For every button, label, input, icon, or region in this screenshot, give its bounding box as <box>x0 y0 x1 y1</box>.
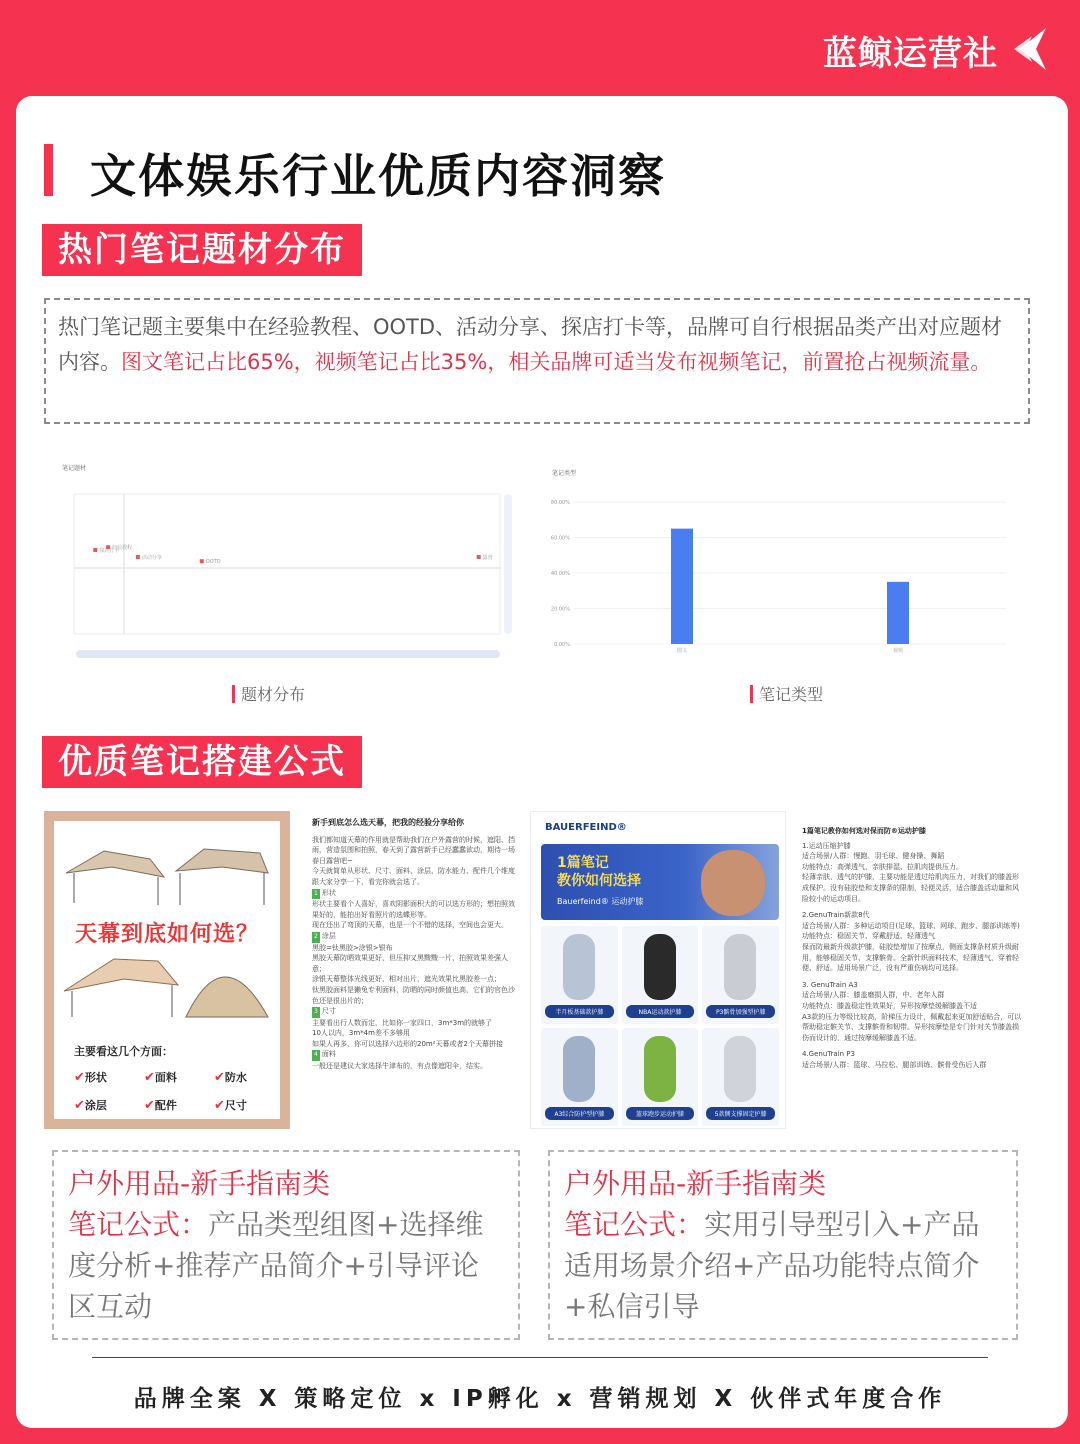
formula-body: 笔记公式：产品类型组图+选择维度分析+推荐产品简介+引导评论区互动 <box>68 1208 484 1323</box>
check-item: ✔ 配件 <box>144 1097 214 1113</box>
title-accent-bar <box>44 144 53 196</box>
guide-line: 保而防最新升级款护膝，硅胶垫增加了按摩点，侧面支撑条材质升级耐用，能够稳固关节、支撑髌骨。全新针织面料技术，轻薄透气，穿着轻便、舒适。适用场景广泛，没有严重伤病均可选择。 <box>802 942 1019 973</box>
note-heading: 1 形状 <box>312 888 518 900</box>
note-heading: 2 涂层 <box>312 931 518 943</box>
tent-check-list <box>74 1069 284 1113</box>
note-heading: 3 尺寸 <box>312 1006 518 1018</box>
note-line: 形状主要看个人喜好，喜欢阴影面积大的可以选方形的；想拍照效果好的，能拍出好看照片的选蝶形等。 <box>312 900 515 919</box>
product-card: 5款侧支撑固定护膝 <box>702 1028 779 1126</box>
banner-title: 1篇笔记 教你如何选择 <box>557 855 641 889</box>
bar-tick-label: 0.00% <box>554 642 570 648</box>
product-card: 半月板基础款护膝 <box>541 926 618 1024</box>
scatter-caption <box>232 682 305 705</box>
scatter-point-label: 经验教程 <box>112 545 133 552</box>
guide-line: 功能特点：稳固关节、穿戴舒适、轻薄透气 <box>802 932 935 941</box>
bar-mark[interactable] <box>671 529 693 644</box>
tent-note-text <box>312 818 518 1072</box>
check-item: ✔ 面料 <box>144 1069 214 1085</box>
check-item: ✔ 防水 <box>214 1069 284 1085</box>
knee-brace-icon <box>644 934 676 1000</box>
bar-category-label: 视频 <box>892 648 904 654</box>
tent-guide-image <box>44 811 290 1129</box>
note-line: 主要看出行人数而定，比如你一家四口，3m*3m的就够了 <box>312 1018 493 1027</box>
number-badge-icon: 1 <box>312 889 320 900</box>
knee-brace-icon <box>563 934 595 1000</box>
bar-tick-label: 80.00% <box>550 500 570 506</box>
knee-brace-icon <box>724 1036 756 1102</box>
scatter-points-group <box>93 544 492 565</box>
scatter-caption-text: 题材分布 <box>241 685 306 704</box>
bar-tick-label: 40.00% <box>550 571 570 577</box>
guide-line: 适合场景/人群：膝盖磨损人群，中、老年人群 <box>802 991 945 1000</box>
tent-note-title: 新手到底怎么选天幕，把我的经验分享给你 <box>312 818 464 827</box>
guide-line: 适合场景/人群：慢跑、羽毛球、健身操、舞蹈 <box>802 852 945 861</box>
guide-line: 4.GenuTrain P3 <box>802 1050 855 1059</box>
knee-banner <box>541 844 779 920</box>
product-card: NBA运动款护膝 <box>622 926 699 1024</box>
section-heading-topics: 热门笔记题材分布 <box>42 224 362 276</box>
note-line: 一般还是建议大家选择牛津布的，有点像遮阳伞，结实。 <box>312 1062 487 1071</box>
footer-divider <box>92 1357 988 1358</box>
bar-marks-group <box>671 529 909 654</box>
check-item: ✔ 涂层 <box>74 1097 144 1113</box>
note-line: 如果人再多，你可以选择六边形的20m²天幕或者2个天幕拼接 <box>312 1039 503 1048</box>
scatter-svg <box>56 458 520 668</box>
note-line: 涂银天幕整体光线更好，相对出片，遮光效果比黑胶差一点； <box>312 975 501 984</box>
knee-brace-icon <box>644 1036 676 1102</box>
scatter-title: 笔记题材 <box>62 465 87 472</box>
tent-image-subtitle: 主要看这几个方面： <box>74 1045 173 1058</box>
guide-line: 功能特点：膝盖稳定性效果好，异形按摩垫缓解膝盖不适 <box>802 1001 977 1010</box>
guide-line: 功能特点：高弹透气、亲肤排湿、拉肌肉提供压力。 <box>802 862 963 871</box>
bauerfeind-logo: BAUERFEIND® <box>545 822 627 833</box>
bar-chart-title: 笔记类型 <box>552 470 577 477</box>
formula-box-knee <box>548 1150 1018 1340</box>
topic-scatter-chart <box>56 458 520 668</box>
whale-logo-icon <box>1006 24 1050 74</box>
brand-name: 蓝鲸运营社 <box>823 34 998 74</box>
note-line: 10人以内，3m*4m差不多够用 <box>312 1029 410 1038</box>
caption-bar <box>750 685 753 703</box>
number-badge-icon: 4 <box>312 1050 320 1061</box>
description-highlight: 图文笔记占比65%，视频笔记占比35%，相关品牌可适当发布视频笔记，前置抢占视频流量。 <box>121 350 992 374</box>
note-type-bar-chart <box>546 462 1014 658</box>
number-badge-icon: 2 <box>312 932 320 943</box>
knee-brace-image <box>530 811 786 1129</box>
formula-title: 户外用品-新手指南类 <box>564 1167 827 1200</box>
note-line: 钛黑胶面料是獭兔专利面料，防晒的同时颜值也高，它们的官色沙色还是很出片的； <box>312 985 515 1005</box>
scatter-point[interactable] <box>200 559 204 563</box>
formula-box-tent <box>52 1150 520 1340</box>
scatter-plot-area <box>74 494 500 634</box>
guide-line: 3. GenuTrain A3 <box>802 980 858 989</box>
guide-line: 2.GenuTrain新款8代 <box>802 911 870 920</box>
page-title: 文体娱乐行业优质内容洞察 <box>90 149 666 203</box>
scatter-scrollbar-vertical[interactable] <box>504 494 512 634</box>
footer-services: 品牌全案 X 策略定位 x IP孵化 x 营销规划 X 伙伴式年度合作 <box>133 1386 947 1412</box>
tent-image-inner <box>54 821 280 1119</box>
guide-line: A3款的压力等级比较高，阶梯压力设计，佩戴起来更加舒适贴合，可以帮助稳定髌关节、支撑髌骨和韧带。异形按摩垫是专门针对关节膝盖损伤而设计的，通过按摩缓解膝盖不适。 <box>802 1012 1022 1042</box>
tent-image-title: 天幕到底如何选？ <box>74 922 259 947</box>
bar-grid-group <box>551 500 1006 648</box>
note-line: 我们都知道天幕的作用就是帮助我们在户外露营的时候，遮阳、挡雨，营造氛围和拍照，春天到了露营新手已经蠢蠢欲动，期待一场春日露营吧~ <box>312 835 515 865</box>
section-heading-formula: 优质笔记搭建公式 <box>42 736 362 788</box>
note-line: 黑胶=钛黑胶>涂银>银布 <box>312 943 393 952</box>
scatter-point[interactable] <box>93 548 97 552</box>
formula-title: 户外用品-新手指南类 <box>68 1167 331 1200</box>
check-item: ✔ 尺寸 <box>214 1097 284 1113</box>
note-heading: 4 面料 <box>312 1049 518 1061</box>
note-line: 现在还出了弯顶的天幕，也是一个不错的选择，空间也会更大。 <box>312 921 508 930</box>
caption-bar <box>232 685 235 703</box>
guide-line: 适合场景/人群：多种运动项目(足球、篮球、网球、跑步、腿部训练等) <box>802 921 1020 930</box>
product-card: P3髌骨加强型护膝 <box>702 926 779 1024</box>
guide-line: 1.运动压缩护膝 <box>802 841 851 850</box>
scatter-point[interactable] <box>136 555 140 559</box>
formula-body: 笔记公式：实用引导型引入+产品适用场景介绍+产品功能特点简介+私信引导 <box>564 1208 980 1323</box>
note-line: 今天就简单从形状、尺寸、面料、涂层、防水能力、配件几个维度跟大家分享一下，看完你就会选了。 <box>312 867 515 886</box>
knee-brace-icon <box>724 934 756 1000</box>
guide-line: 适合场景/人群：篮球、马拉松、腿部训练、髌骨受伤后人群 <box>802 1060 987 1069</box>
bar-svg <box>546 462 1014 658</box>
knee-guide-text <box>802 826 1022 1070</box>
number-badge-icon: 3 <box>312 1007 320 1018</box>
bar-tick-label: 20.00% <box>550 606 570 613</box>
bar-caption <box>750 682 823 705</box>
description-text: 热门笔记题主要集中在经验教程、OOTD、活动分享、探店打卡等，品牌可自行根据品类产出对应题材内容。 <box>58 315 1003 374</box>
bar-caption-text: 笔记类型 <box>759 685 824 704</box>
guide-line: 轻薄亲肤、透气的护膝，主要功能是透过给肌肉压力，对我们的膝盖形成保护。没有硅胶垫和支撑条的限制，轻便灵活，适合膝盖活动量和风险较小的运动项目。 <box>802 873 1019 903</box>
scatter-point[interactable] <box>477 555 481 559</box>
knee-brace-icon <box>563 1036 595 1102</box>
banner-subtitle: Bauerfeind® 运动护膝 <box>557 897 644 906</box>
product-card: A3综合防护型护膝 <box>541 1028 618 1126</box>
bar-category-label: 图文 <box>676 648 688 654</box>
note-line: 黑胶天幕防晒效果更好，但压抑又黑黢黢一片，拍照效果差强人意； <box>312 954 508 973</box>
product-card: 篮球跑步运动护膝 <box>622 1028 699 1126</box>
check-item: ✔ 形状 <box>74 1069 144 1085</box>
bar-tick-label: 60.00% <box>550 535 570 542</box>
scatter-point-label: 活动分享 <box>141 555 162 561</box>
scatter-point-label: OOTD <box>205 559 221 566</box>
product-grid <box>541 926 779 1126</box>
topic-description <box>44 298 1030 424</box>
guide-title: 1篇笔记教你如何选对保而防®运动护膝 <box>802 827 926 835</box>
scatter-point-label: 探店打卡 <box>99 548 120 554</box>
knee-photo <box>701 850 765 916</box>
scatter-point-label: 露营 <box>482 555 493 561</box>
bar-mark[interactable] <box>887 582 909 644</box>
scatter-scrollbar-horizontal[interactable] <box>76 650 500 658</box>
